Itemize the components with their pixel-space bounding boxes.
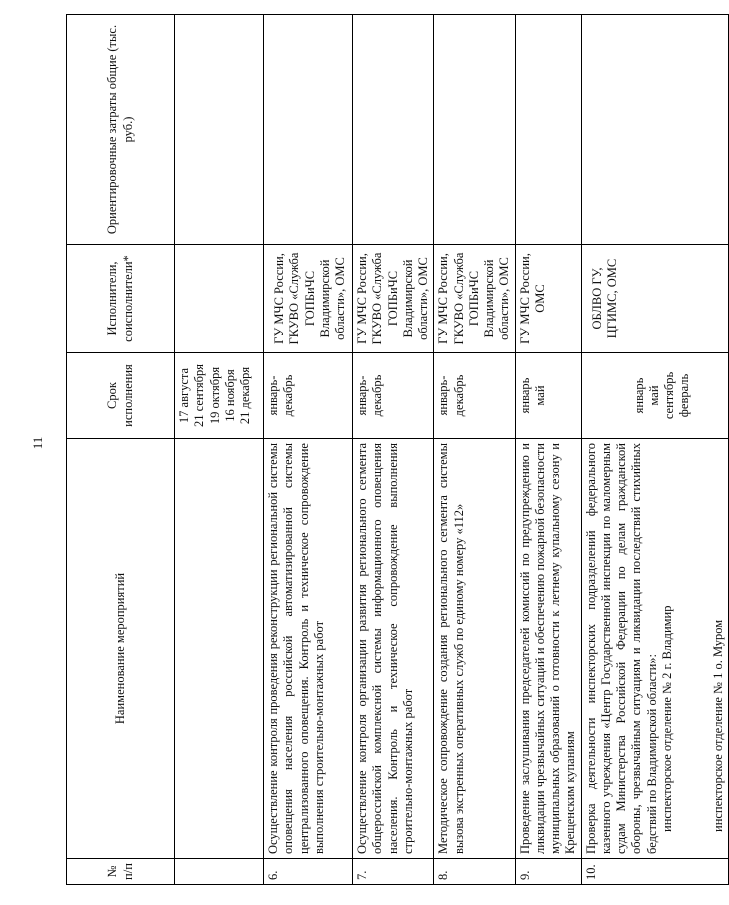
- date-line: 16 ноября: [222, 369, 237, 422]
- date-line: 17 августа: [177, 367, 191, 424]
- cell-name: Осуществление контроля проведения реконструкции региональной системы оповещения населения российской автоматизированной системы централизованного оповещения. Контроль и техническое сопровождение выполнения строительно-монтажных работ: [264, 439, 353, 859]
- date-line: февраль: [677, 373, 692, 418]
- cell-cost: [434, 15, 515, 245]
- table-header-row: [67, 15, 175, 885]
- cell-name: Методическое сопровождение создания регионального сегмента системы вызова экстренных оперативных служб по единому номеру «112»: [434, 439, 515, 859]
- date-line: 21 сентября: [192, 364, 207, 427]
- header-date: Срок исполнения: [67, 353, 175, 439]
- sub-unit-2: инспекторское отделение № 1 о. Муром: [711, 619, 725, 832]
- page: [66, 15, 725, 885]
- table-row: [581, 15, 729, 885]
- cell-name: Проведение заслушивания председателей комиссий по предупреждению и ликвидации чрезвычайных ситуаций и обеспечению пожарной безопасности муниципальных образований о готовности к летнему купальному сезону и Крещенским купаниям: [515, 439, 581, 859]
- sub-unit-1: инспекторское отделение № 2 г. Владимир: [659, 605, 674, 832]
- cell-cost: [581, 15, 729, 245]
- cell-date: январь-декабрь: [434, 353, 515, 439]
- table-row: [264, 15, 353, 885]
- table-row: [353, 15, 434, 885]
- cell-num: 8.: [434, 859, 515, 885]
- table-row: [515, 15, 581, 885]
- events-table: [66, 14, 729, 885]
- date-line: 19 октября: [207, 366, 222, 425]
- cell-num: 10.: [581, 859, 729, 885]
- cell-cost: [515, 15, 581, 245]
- table-row: [434, 15, 515, 885]
- cell-date: январь-декабрь: [264, 353, 353, 439]
- cell-date: [175, 353, 264, 439]
- date-line: 21 декабря: [238, 366, 252, 425]
- cell-executors: ОБЛВО ГУ, ЦГИМС, ОМС: [581, 245, 729, 353]
- cell-num: 7.: [353, 859, 434, 885]
- date-line: январь: [631, 377, 646, 414]
- cell-cost: [175, 15, 264, 245]
- cell-date: [515, 353, 581, 439]
- cell-executors: ГУ МЧС России, ГКУВО «Служба ГОПБиЧС Владимирской области», ОМС: [434, 245, 515, 353]
- cell-date: [581, 353, 729, 439]
- row-name-text: Проверка деятельности инспекторских подразделений федерального казенного учреждения «Центр Государственной инспекции по маломерным судам Министерства Российской Федерации по делам гражданской обороны, чрезвычайным ситуациям и ликвидации последствий стихийных бедствий по Владимирской области»:: [583, 443, 659, 854]
- cell-executors: ГУ МЧС России, ГКУВО «Служба ГОПБиЧС Владимирской области», ОМС: [264, 245, 353, 353]
- header-name: Наименование мероприятий: [67, 439, 175, 859]
- page-number: 11: [30, 436, 45, 450]
- cell-executors: ГУ МЧС России, ОМС: [515, 245, 581, 353]
- header-num: № п/п: [67, 859, 175, 885]
- date-line: май: [532, 385, 547, 406]
- cell-name: [175, 439, 264, 859]
- cell-name: Осуществление контроля организации развития регионального сегмента общероссийской комплексной системы информационного оповещения населения. Контроль и техническое сопровождение выполнения строительно-монтажных работ: [353, 439, 434, 859]
- date-line: сентябрь: [662, 371, 676, 420]
- cell-executors: [175, 245, 264, 353]
- date-line: январь: [517, 377, 532, 414]
- cell-num: 9.: [515, 859, 581, 885]
- table-row: [175, 15, 264, 885]
- spacer: [675, 443, 711, 854]
- date-line: май: [646, 385, 661, 406]
- cell-cost: [353, 15, 434, 245]
- spacer: [584, 357, 620, 434]
- rotated-table-container: [66, 15, 725, 885]
- header-executors: Исполнители, соисполнители*: [67, 245, 175, 353]
- spacer: [620, 357, 632, 434]
- cell-num: [175, 859, 264, 885]
- cell-date: январь-декабрь: [353, 353, 434, 439]
- cell-name: [581, 439, 729, 859]
- cell-executors: ГУ МЧС России, ГКУВО «Служба ГОПБиЧС Владимирской области», ОМС: [353, 245, 434, 353]
- cell-num: 6.: [264, 859, 353, 885]
- header-cost: Ориентировочные затраты общие (тыс. руб.): [67, 15, 175, 245]
- cell-cost: [264, 15, 353, 245]
